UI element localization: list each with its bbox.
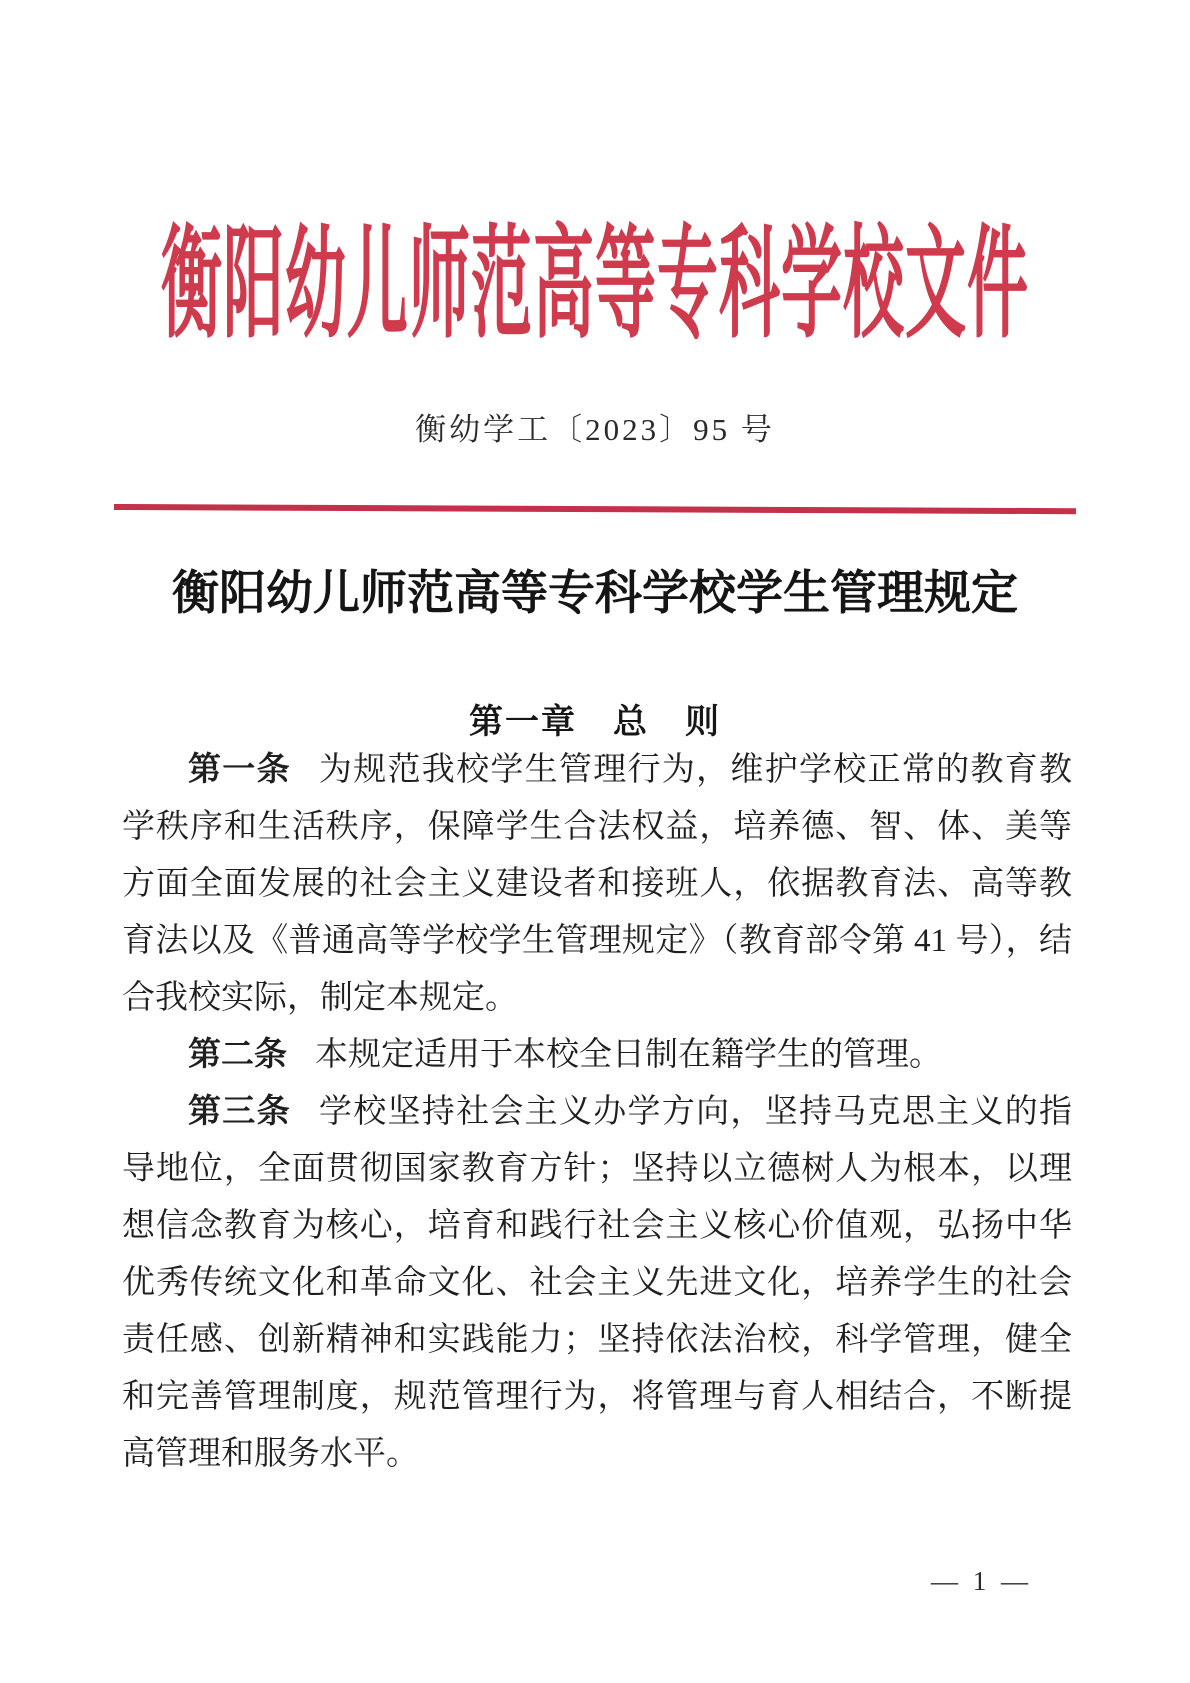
article-2-number: 第二条: [188, 1037, 287, 1073]
paragraph-article-3: [122, 1084, 1072, 1483]
article-1-number: 第一条: [188, 752, 291, 788]
chapter-heading: 第一章 总 则: [469, 704, 721, 741]
article-2-text: 本规定适用于本校全日制在籍学生的管理。: [315, 1037, 943, 1073]
paragraph-article-1: [122, 742, 1072, 1027]
red-letterhead-title: 衡阳幼儿师范高等专科学校文件: [160, 220, 1029, 354]
paragraph-article-2: [122, 1027, 1072, 1084]
red-divider-line: [114, 504, 1076, 514]
article-1-text: 为规范我校学生管理行为，维护学校正常的教育教学秩序和生活秩序，保障学生合法权益，培养德、智、体、美等方面全面发展的社会主义建设者和接班人，依据教育法、高等教育法以及《普通高等学校学生管理规定》（教育部令第 41 号），结合我校实际，制定本规定。: [122, 752, 1073, 1016]
article-3-number: 第三条: [188, 1094, 291, 1130]
document-title: 衡阳幼儿师范高等专科学校学生管理规定: [172, 568, 1018, 620]
document-body: [122, 742, 1072, 1483]
doc-reference-number: 衡幼学工〔2023〕95 号: [415, 412, 775, 447]
article-3-text: 学校坚持社会主义办学方向，坚持马克思主义的指导地位，全面贯彻国家教育方针；坚持以立德树人为根本，以理想信念教育为核心，培育和践行社会主义核心价值观，弘扬中华优秀传统文化和革命文化、社会主义先进文化，培养学生的社会责任感、创新精神和实践能力；坚持依法治校，科学管理，健全和完善管理制度，规范管理行为，将管理与育人相结合，不断提高管理和服务水平。: [122, 1094, 1073, 1472]
page-number: — 1 —: [931, 1566, 1032, 1596]
